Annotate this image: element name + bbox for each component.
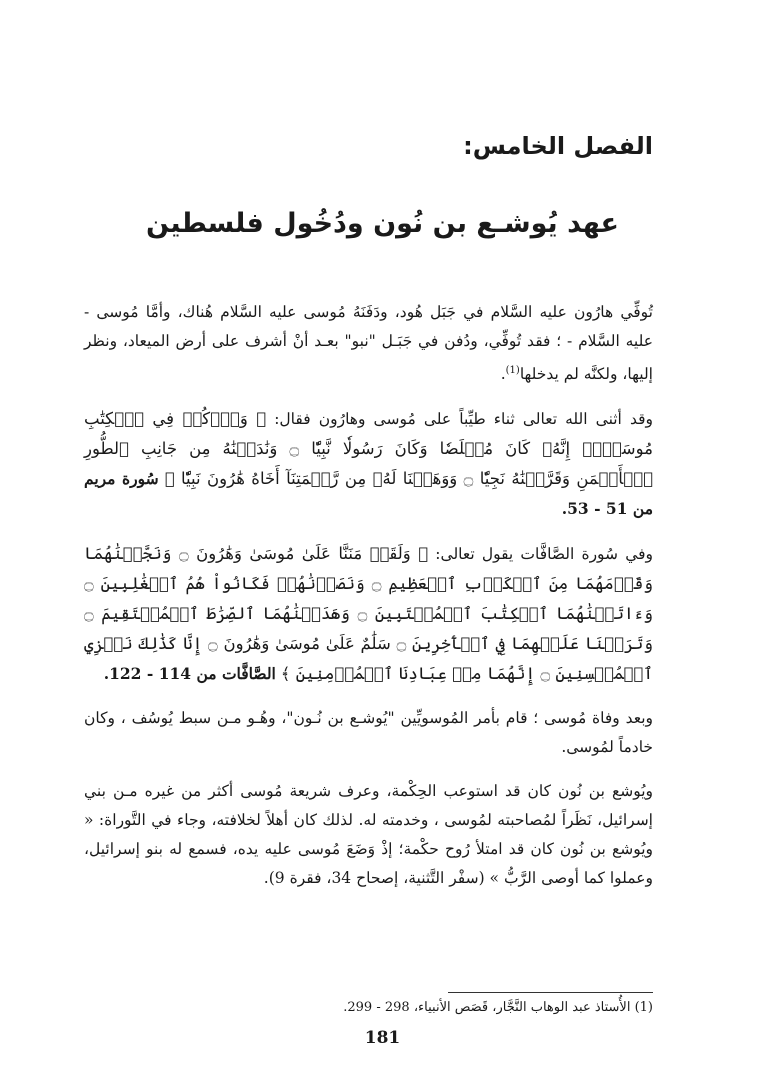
footnote: (1) الأُستاذ عبد الوهاب النَّجَّار، قَصَص الأنبياء، 298 - 299.	[343, 1000, 653, 1015]
page-number: 181	[364, 1028, 401, 1048]
paragraph-1	[84, 298, 653, 389]
paragraph-4	[84, 704, 653, 762]
paragraph-2	[84, 404, 653, 524]
footnote-ref: (1)	[505, 365, 520, 376]
paragraph-text: وبعد وفاة مُوسى ؛ قام بأمر المُوسويِّين "يُوشـع بن نُـون"، وهُـو مـن سبط يُوسُف ، وكان خادماً لمُوسى.	[84, 709, 653, 757]
paragraph-tail: .	[500, 365, 506, 384]
paragraph-text: ويُوشع بن نُون كان قد استوعب الحِكْمة، وعرف شريعة مُوسى أكثر من غيره مـن بني إسرائيل، نَظَراً لمُصاحبته لمُوسى ، وخدمته له. لذلك كان أهلاً لخلافته، وجاء في التَّوراة: « ويُوشع بن نُون كان قد امتلأ رُوح حكْمة؛ إذْ وَضَعَ مُوسى عليه يده، فسمع له بنو إسرائيل، وعملوا كما أوصى الرَّبُّ » (سفْر التَّثنية، إصحاح 34، فقرة 9).	[84, 782, 653, 888]
verse-reference: سُورة مريم من 51 - 53.	[84, 469, 653, 519]
paragraph-intro: وقد أثنى الله تعالى ثناء طيِّباً على مُوسى وهارُون فقال:	[274, 410, 653, 429]
chapter-label: الفصل الخامس:	[463, 132, 653, 160]
body-text	[84, 298, 653, 908]
footnote-divider	[448, 992, 653, 993]
quran-verse: ﴿ وَٱذۡكُرۡ فِي ٱلۡكِتَٰبِ مُوسَىٰٓۚ إِنَّهُۥ كَانَ مُخۡلَصٗا وَكَانَ رَسُولٗا نَّبِيّٗا ۝ وَنَٰدَيۡنَٰهُ مِن جَانِبِ ٱلطُّورِ ٱلۡأَيۡمَنِ وَقَرَّبۡنَٰهُ نَجِيّٗا ۝ وَوَهَبۡنَا لَهُۥ مِن رَّحۡمَتِنَآ أَخَاهُ هَٰرُونَ نَبِيّٗا ﴾	[84, 409, 653, 489]
paragraph-text: تُوفِّي هارُون عليه السَّلام في جَبَل هُود، ودَفَنَهُ مُوسى عليه السَّلام هُناك، وأمَّا مُوسى - عليه السَّلام - ؛ فقد تُوفِّي، ودُفن في جَبَـل "نبو" بعـد أنْ أشرف على أرض الميعاد، ونظر إليها، ولكنَّه لم يدخلها	[84, 303, 653, 384]
quran-verse: ﴿ وَلَقَدۡ مَنَنَّا عَلَىٰ مُوسَىٰ وَهَٰرُونَ ۝ وَنَجَّيۡنَٰهُمَا وَقَوۡمَهُمَا مِنَ ٱلۡكَرۡبِ ٱلۡعَظِيمِ ۝ وَنَصَرۡنَٰهُمۡ فَكَانُواْ هُمُ ٱلۡغَٰلِبِينَ ۝ وَءَاتَيۡنَٰهُمَا ٱلۡكِتَٰبَ ٱلۡمُسۡتَبِينَ ۝ وَهَدَيۡنَٰهُمَا ٱلصِّرَٰطَ ٱلۡمُسۡتَقِيمَ ۝ وَتَرَكۡنَا عَلَيۡهِمَا فِي ٱلۡأٓخِرِينَ ۝ سَلَٰمٌ عَلَىٰ مُوسَىٰ وَهَٰرُونَ ۝ إِنَّا كَذَٰلِكَ نَجۡزِي ٱلۡمُحۡسِنِينَ ۝ إِنَّهُمَا مِنۡ عِبَادِنَا ٱلۡمُؤۡمِنِينَ ﴾	[84, 544, 654, 684]
paragraph-3	[84, 539, 653, 689]
verse-reference: الصَّافَّات من 114 - 122.	[103, 664, 276, 684]
paragraph-intro: وفي سُورة الصَّافَّات يقول تعالى:	[435, 545, 654, 564]
chapter-title: عهد يُوشـع بن نُون ودُخُول فلسطين	[146, 208, 619, 239]
paragraph-5	[84, 777, 653, 893]
